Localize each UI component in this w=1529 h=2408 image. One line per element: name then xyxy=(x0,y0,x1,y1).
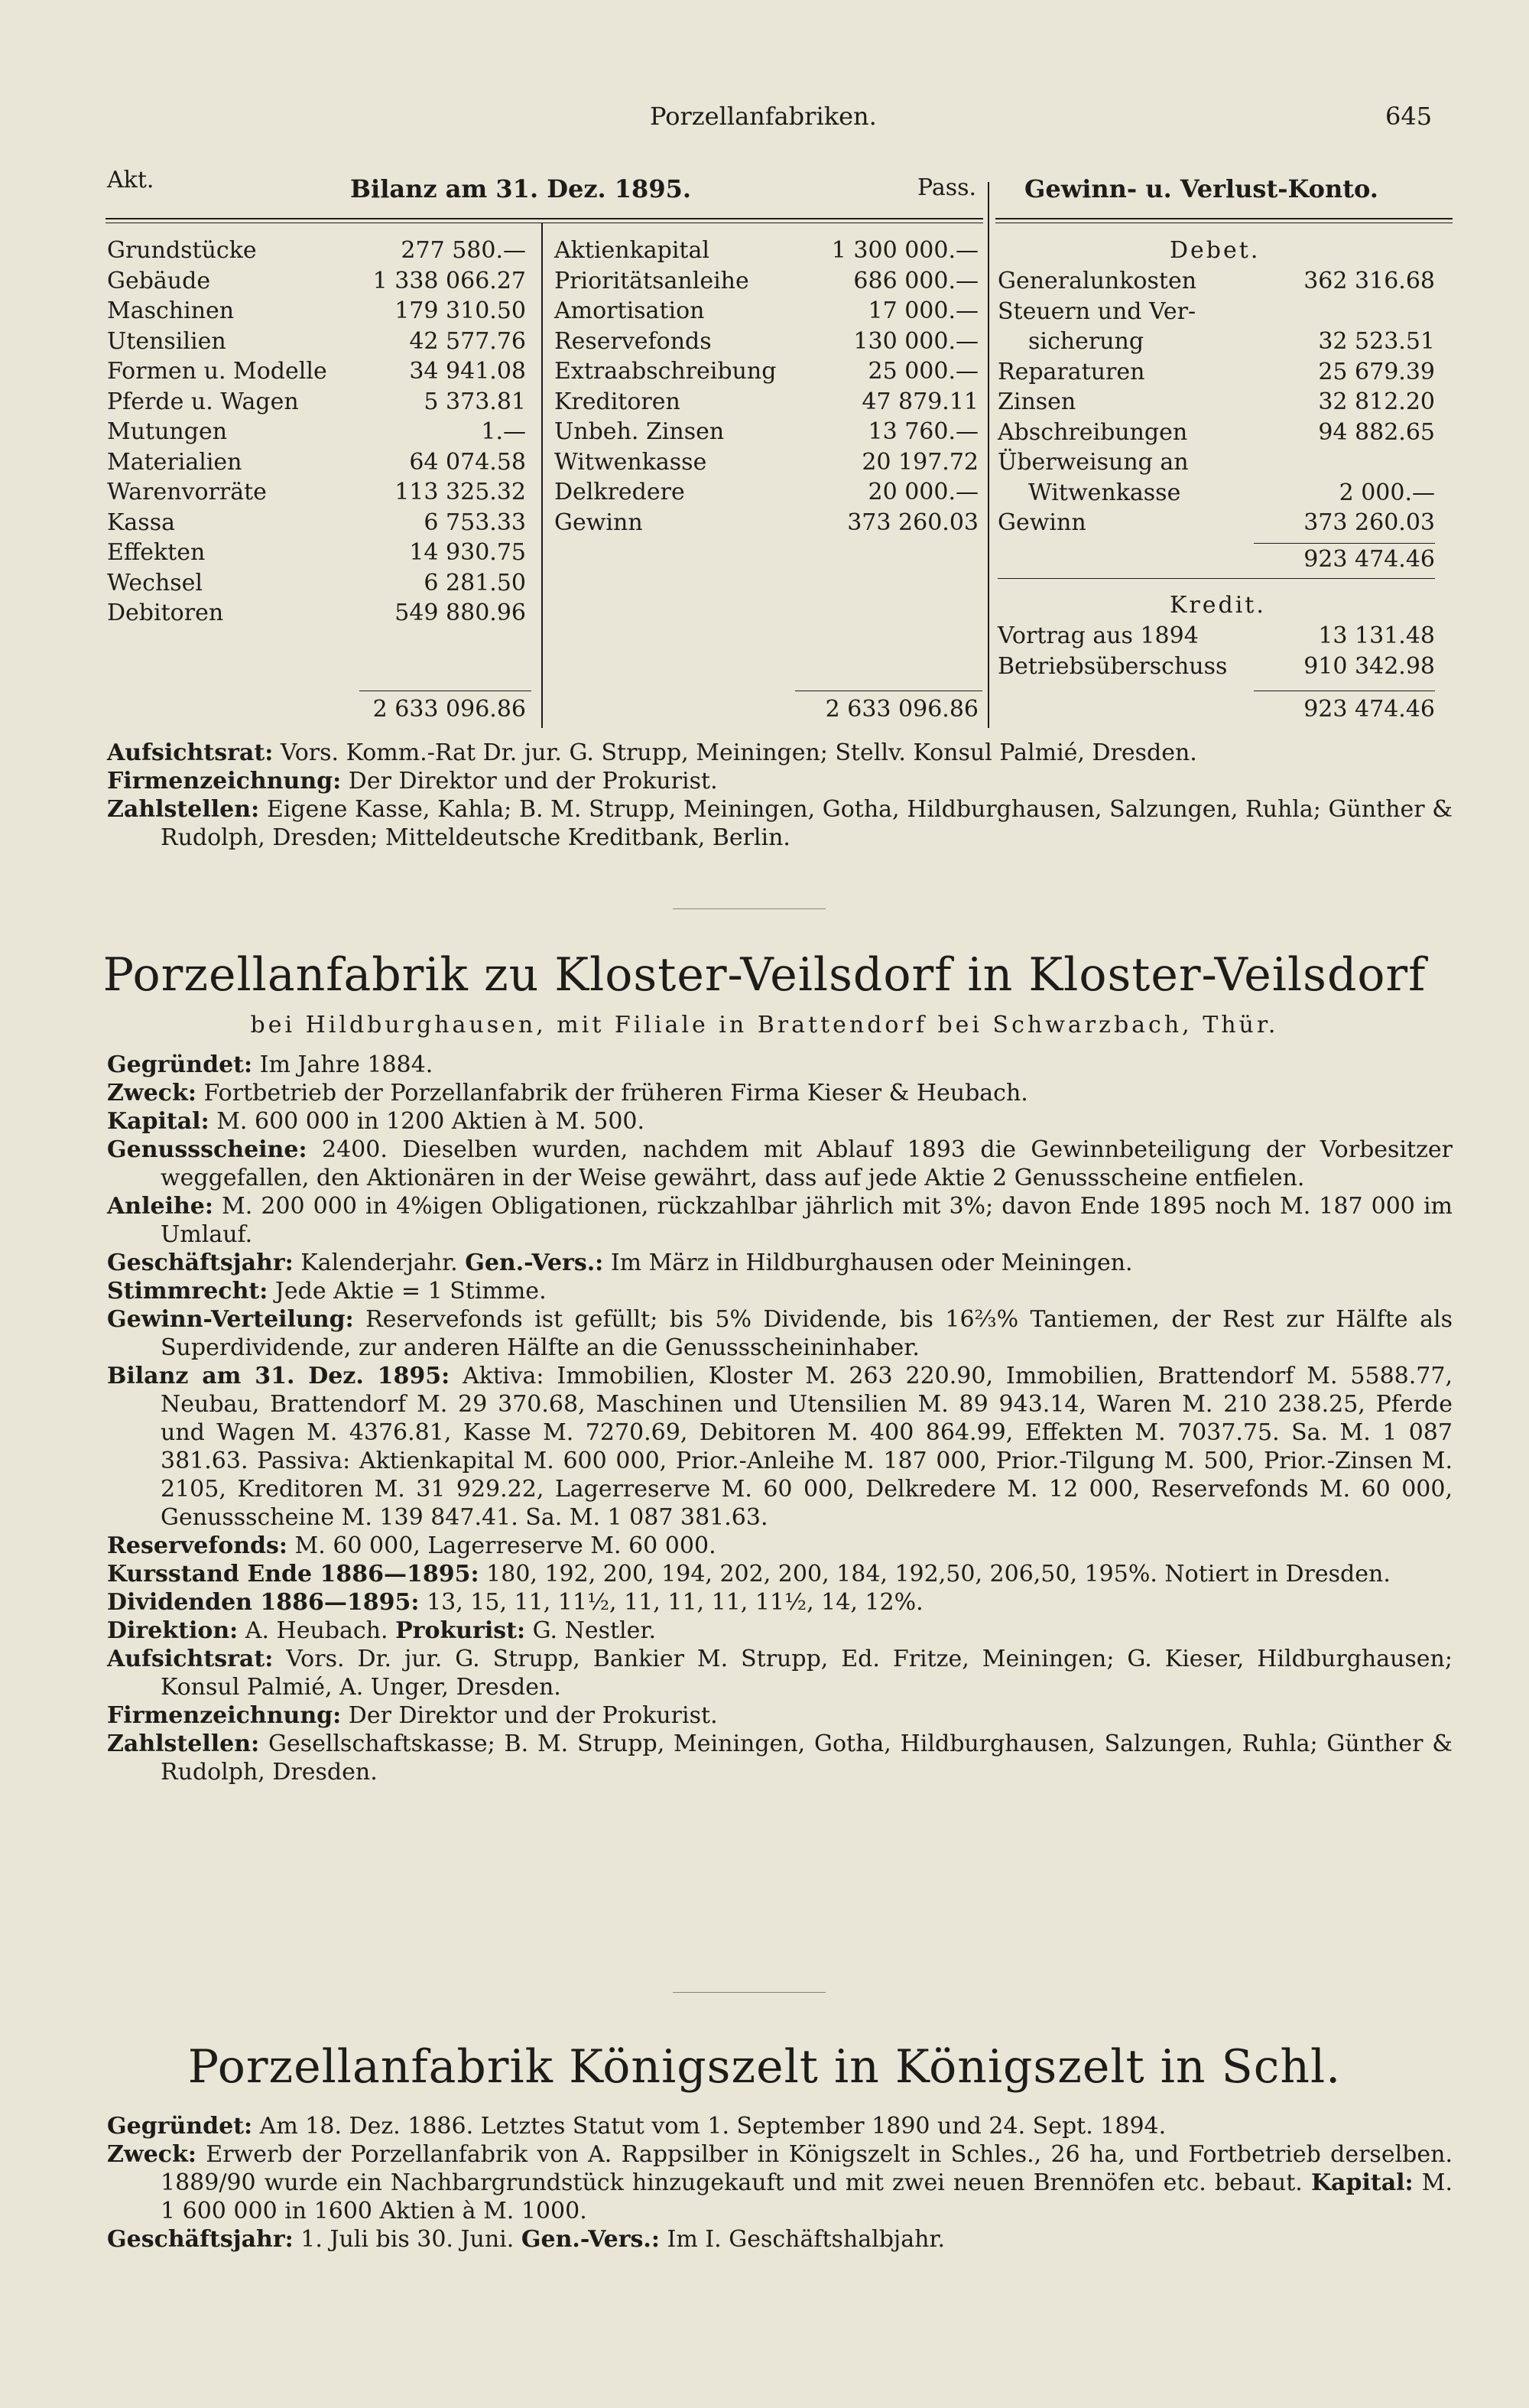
passiva-label: Pass. xyxy=(917,174,977,201)
guv-title: Gewinn- u. Verlust-Konto. xyxy=(1024,174,1378,203)
aktiva-row: Materialien 64 074.58 xyxy=(107,448,526,476)
debet-row: Generalunkosten 362 316.68 xyxy=(998,268,1435,294)
aktiva-row: Pferde u. Wagen 5 373.81 xyxy=(107,388,526,415)
company3-entries xyxy=(107,2112,1453,2254)
entry: Reservefonds: M. 60 000, Lagerreserve M. 60 000. xyxy=(107,1532,716,1559)
aktiva-row: Debitoren 549 880.96 xyxy=(107,600,526,626)
guv-top-rule xyxy=(995,218,1453,219)
passiva-row: Reservefonds 130 000.— xyxy=(554,327,979,355)
passiva-row: Amortisation 17 000.— xyxy=(554,297,979,324)
bilanz-title: Bilanz am 31. Dez. 1895. xyxy=(350,174,691,203)
entry: Geschäftsjahr: Kalenderjahr. Gen.-Vers.: Im März in Hildburghausen oder Meiningen. xyxy=(107,1249,1133,1276)
kredit-row: Vortrag aus 1894 13 131.48 xyxy=(998,622,1435,649)
entry: Zahlstellen: Gesellschaftskasse; B. M. Strupp, Meiningen, Gotha, Hildburghausen, Salzungen, Ruhla; Günther & Rudolph, Dresden. xyxy=(107,1730,1453,1786)
passiva-list xyxy=(554,236,979,538)
passiva-row: Gewinn 373 260.03 xyxy=(554,509,979,536)
kredit-label: Kredit. xyxy=(1170,592,1266,619)
passiva-total: 2 633 096.86 xyxy=(825,696,979,723)
aktiva-row: Utensilien 42 577.76 xyxy=(107,327,526,355)
aktiva-row: Wechsel 6 281.50 xyxy=(107,569,526,596)
debet-list xyxy=(998,266,1435,538)
entry: Aufsichtsrat: Vors. Dr. jur. G. Strupp, Bankier M. Strupp, Ed. Fritze, Meiningen; G. Kieser, Hildburghausen; Konsul Palmié, A. Unger, Dresden. xyxy=(107,1646,1453,1701)
passiva-row: Extraabschreibung 25 000.— xyxy=(554,358,979,385)
entry: Bilanz am 31. Dez. 1895: Aktiva: Immobilien, Kloster M. 263 220.90, Immobilien, Brattendorf M. 5588.77, Neubau, Brattendorf M. 29 370.68, Maschinen und Utensilien M. 89 943.14, Waren M. 210 238.25, Pferde und Wagen M. 4376.81, Kasse M. 7270.69, Debitoren M. 400 864.99, Effekten M. 7037.75. Sa. M. 1 087 381.63. Passiva: Aktienkapital M. 600 000, Prior.-Anleihe M. 187 000, Prior.-Tilgung M. 500, Prior.-Zinsen M. 2105, Kreditoren M. 31 929.22, Lagerreserve M. 60 000, Delkredere M. 12 000, Reservefonds M. 60 000, Genussscheine M. 139 847.41. Sa. M. 1 087 381.63. xyxy=(107,1363,1453,1531)
debet-row: Reparaturen 25 679.39 xyxy=(998,358,1435,385)
passiva-row: Unbeh. Zinsen 13 760.— xyxy=(554,418,979,445)
entry: Direktion: A. Heubach. Prokurist: G. Nestler. xyxy=(107,1617,656,1644)
entry: Dividenden 1886—1895: 13, 15, 11, 11½, 11, 11, 11, 11½, 14, 12%. xyxy=(107,1589,924,1616)
aktiva-row: Formen u. Modelle 34 941.08 xyxy=(107,358,526,385)
aktiva-row: Effekten 14 930.75 xyxy=(107,539,526,566)
company3-title: Porzellanfabrik Königszelt in Königszelt in Schl. xyxy=(187,2040,1342,2094)
debet-row: Witwenkasse 2 000.— xyxy=(1028,479,1435,506)
entry: Gegründet: Am 18. Dez. 1886. Letztes Statut vom 1. September 1890 und 24. Sept. 1894. xyxy=(107,2113,1167,2140)
debet-sum-rule xyxy=(1254,543,1435,544)
aktiva-row: Maschinen 179 310.50 xyxy=(107,297,526,324)
kredit-total: 923 474.46 xyxy=(1303,696,1435,723)
passiva-row: Kreditoren 47 879.11 xyxy=(554,388,979,415)
aktiva-row: Kassa 6 753.33 xyxy=(107,509,526,536)
entry: Geschäftsjahr: 1. Juli bis 30. Juni. Gen.-Vers.: Im I. Geschäftshalbjahr. xyxy=(107,2226,945,2253)
company2-title: Porzellanfabrik zu Kloster-Veilsdorf in Kloster-Veilsdorf xyxy=(102,948,1427,1002)
footer-entry: Zahlstellen: Eigene Kasse, Kahla; B. M. Strupp, Meiningen, Gotha, Hildburghausen, Salzungen, Ruhla; Günther & Rudolph, Dresden; Mitteldeutsche Kreditbank, Berlin. xyxy=(107,796,1453,851)
debet-total: 923 474.46 xyxy=(1303,546,1435,573)
aktiva-row: Mutungen 1.— xyxy=(107,418,526,445)
debet-kredit-rule xyxy=(998,578,1435,579)
section-separator xyxy=(673,1992,826,1993)
aktiva-total: 2 633 096.86 xyxy=(372,696,526,723)
section-separator xyxy=(673,908,826,909)
running-title: Porzellanfabriken. xyxy=(650,102,877,131)
aktiva-row: Gebäude 1 338 066.27 xyxy=(107,267,526,294)
kredit-list xyxy=(998,621,1435,681)
aktiva-row: Warenvorräte 113 325.32 xyxy=(107,479,526,505)
entry: Zweck: Fortbetrieb der Porzellanfabrik der früheren Firma Kieser & Heubach. xyxy=(107,1080,1028,1107)
entry: Gewinn-Verteilung: Reservefonds ist gefüllt; bis 5% Dividende, bis 16⅔% Tantiemen, der Rest zur Hälfte als Superdividende, zur anderen Hälfte an die Genussscheininhaber. xyxy=(107,1306,1453,1361)
debet-row: Überweisung an xyxy=(998,449,1189,476)
entry: Kursstand Ende 1886—1895: 180, 192, 200, 194, 202, 200, 184, 192,50, 206,50, 195%. Notiert in Dresden. xyxy=(107,1561,1391,1587)
footer-entry: Firmenzeichnung: Der Direktor und der Prokurist. xyxy=(107,768,718,795)
entry: Genussscheine: 2400. Dieselben wurden, nachdem mit Ablauf 1893 die Gewinnbeteiligung der Vorbesitzer weggefallen, den Aktionären in der Weise gewährt, dass auf jede Aktie 2 Genussscheine entfielen. xyxy=(107,1136,1453,1191)
aktiva-label: Akt. xyxy=(107,167,154,193)
bilanz-top-rule xyxy=(106,218,983,219)
debet-row: Zinsen 32 812.20 xyxy=(998,388,1435,415)
company2-subtitle: bei Hildburghausen, mit Filiale in Brattendorf bei Schwarzbach, Thür. xyxy=(250,1012,1279,1038)
company2-entries xyxy=(107,1051,1453,1786)
section1-footer xyxy=(107,739,1453,852)
debet-row: sicherung 32 523.51 xyxy=(1028,328,1435,355)
entry: Stimmrecht: Jede Aktie = 1 Stimme. xyxy=(107,1278,547,1305)
guv-divider xyxy=(988,182,989,728)
bilanz-divider xyxy=(541,223,543,728)
debet-row: Abschreibungen 94 882.65 xyxy=(998,418,1435,446)
debet-row: Steuern und Ver- xyxy=(998,297,1196,325)
passiva-row: Delkredere 20 000.— xyxy=(554,479,979,505)
passiva-row: Prioritätsanleihe 686 000.— xyxy=(554,267,979,294)
entry: Zweck: Erwerb der Porzellanfabrik von A. Rappsilber in Königszelt in Schles., 26 ha, und Fortbetrieb derselben. 1889/90 wurde ein Nachbargrundstück hinzugekauft und mit zwei neuen Brennöfen etc. bebaut. Kapital: M. 1 600 000 in 1600 Aktien à M. 1000. xyxy=(107,2141,1453,2224)
debet-row: Gewinn 373 260.03 xyxy=(998,509,1435,536)
entry: Anleihe: M. 200 000 in 4%igen Obligationen, rückzahlbar jährlich mit 3%; davon Ende 1895 noch M. 187 000 im Umlauf. xyxy=(107,1193,1453,1248)
entry: Gegründet: Im Jahre 1884. xyxy=(107,1051,433,1078)
debet-label: Debet. xyxy=(1170,237,1261,264)
aktiva-list xyxy=(107,236,526,629)
entry: Kapital: M. 600 000 in 1200 Aktien à M. 500. xyxy=(107,1108,645,1135)
footer-entry: Aufsichtsrat: Vors. Komm.-Rat Dr. jur. G. Strupp, Meiningen; Stellv. Konsul Palmié, Dresden. xyxy=(107,739,1197,766)
passiva-row: Aktienkapital 1 300 000.— xyxy=(554,237,979,264)
page-number: 645 xyxy=(1385,102,1433,131)
kredit-row: Betriebsüberschuss 910 342.98 xyxy=(998,652,1435,680)
entry: Firmenzeichnung: Der Direktor und der Prokurist. xyxy=(107,1702,718,1729)
passiva-row: Witwenkasse 20 197.72 xyxy=(554,448,979,476)
aktiva-row: Grundstücke 277 580.— xyxy=(107,237,526,264)
